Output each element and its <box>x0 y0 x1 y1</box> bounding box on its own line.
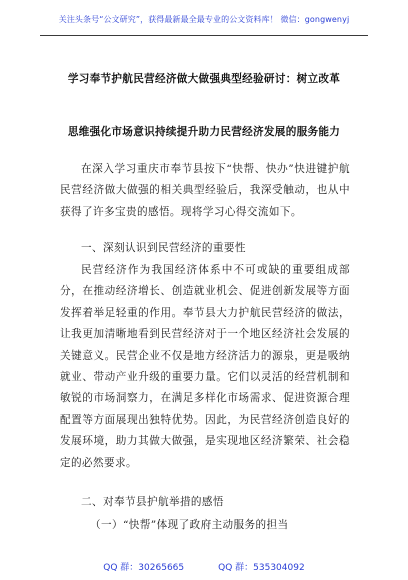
section-heading-1: 一、深刻认识到民营经济的重要性 <box>81 242 246 254</box>
document-title-line-2: 思维强化市场意识持续提升助力民营经济发展的服务能力 <box>67 126 341 138</box>
footer-qq-group-1: QQ 群：30265665 <box>103 563 185 573</box>
header-divider <box>40 35 368 36</box>
subsection-heading-1: （一）“快帮”体现了政府主动服务的担当 <box>90 519 289 531</box>
header-promo-note: 关注头条号“公文研究”，获得最新最全最专业的公文资料库！ 微信：gongwenyj <box>58 15 350 24</box>
body-paragraph-1: 民营经济作为我国经济体系中不可或缺的重要组成部分，在推动经济增长、创造就业机会、促进创新发展等方面发挥着举足轻重的作用。奉节县大力护航民营经济的做法，让我更加清晰地看到民营经济对于一个地区经济社会发展的关键意义。民营企业不仅是地方经济活力的源泉，更是吸纳就业、带动产业升级的重要力量。它们以灵活的经营机制和敏锐的市场洞察力，在满足多样化市场需求、促进资源合理配置等方面展现出独特优势。因此，为民营经济创造良好的发展环境，助力其做大做强，是实现地区经济繁荣、社会稳定的必然要求。 <box>60 264 350 469</box>
footer-contact <box>0 560 408 573</box>
section-heading-2: 二、对奉节县护航举措的感悟 <box>81 496 224 508</box>
document-title-line-1: 学习奉节护航民营经济做大做强典型经验研讨：树立改革 <box>67 73 341 85</box>
footer-qq-group-2: QQ 群：535304092 <box>218 563 305 573</box>
intro-paragraph: 在深入学习重庆市奉节县按下“快帮、快办”快进键护航民营经济做大做强的相关典型经验后，我深受触动，也从中获得了许多宝贵的感悟。现将学习心得交流如下。 <box>60 163 350 218</box>
